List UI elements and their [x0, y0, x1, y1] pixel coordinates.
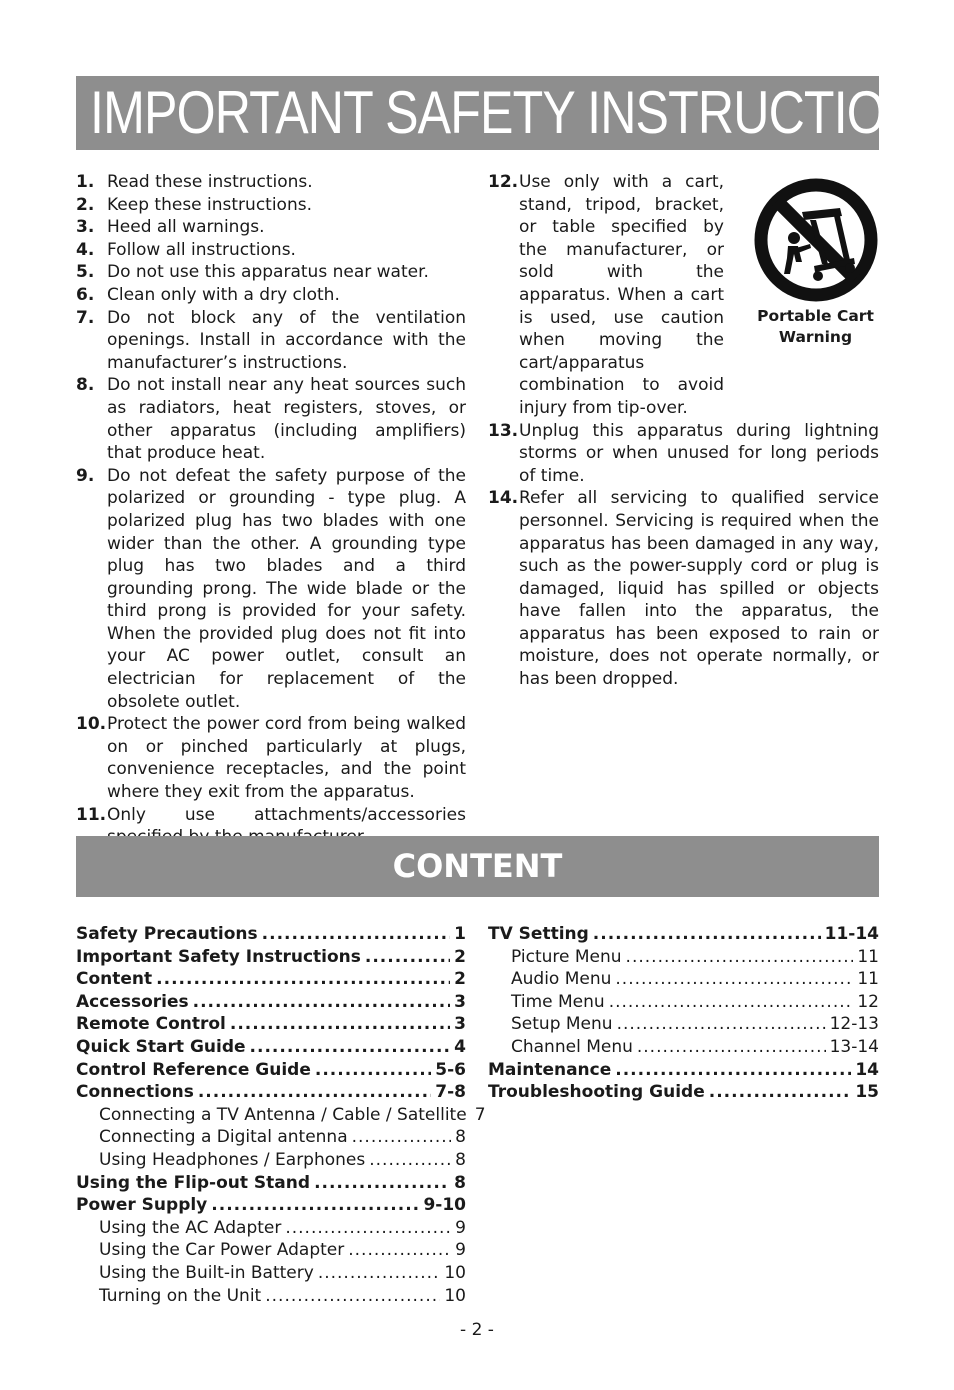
toc-label: Content	[76, 969, 153, 990]
toc-label: Using the AC Adapter	[99, 1217, 282, 1238]
safety-title-banner	[76, 76, 953, 150]
toc-leader	[593, 923, 821, 946]
toc-label: Audio Menu	[511, 969, 612, 990]
toc-leader	[198, 1081, 431, 1104]
toc-leader	[626, 946, 854, 969]
toc-label: Troubleshooting Guide	[488, 1082, 705, 1103]
safety-item	[76, 194, 466, 217]
toc-row[interactable]	[76, 1104, 486, 1127]
toc-leader	[250, 1036, 451, 1059]
safety-item	[76, 216, 466, 239]
toc-row[interactable]	[488, 1013, 879, 1036]
content-title: CONTENT	[392, 847, 563, 885]
item-number: 10.	[76, 714, 107, 735]
item-number: 13.	[488, 420, 519, 441]
toc-label: Important Safety Instructions	[76, 946, 361, 967]
toc-row[interactable]	[488, 1036, 879, 1059]
item-number: 6.	[76, 284, 95, 305]
toc-row[interactable]	[76, 1239, 466, 1262]
portable-cart-warning-icon	[754, 178, 878, 302]
toc-leader	[369, 1149, 451, 1172]
safety-item	[76, 713, 466, 803]
toc-leader	[348, 1239, 451, 1262]
toc-row[interactable]	[488, 946, 879, 969]
toc-label: Turning on the Unit	[99, 1285, 262, 1306]
item-number: 4.	[76, 239, 95, 260]
toc-leader	[609, 991, 854, 1014]
toc-row[interactable]	[76, 1149, 466, 1172]
toc-row[interactable]	[76, 991, 466, 1014]
toc-label: Remote Control	[76, 1014, 226, 1035]
cart-caption-line2: Warning	[778, 328, 853, 346]
toc-page: 7	[474, 1104, 486, 1125]
item-number: 8.	[76, 375, 95, 396]
toc-row[interactable]	[76, 1036, 466, 1059]
item-text: Do not defeat the safety purpose of the polarized or grounding - type plug. A polarized plug has two blades with one wider than the other. A grounding type plug has two blades and a third grounding prong. The wide blade or the third prong is provided for your safety. When the provided plug does not fit into your AC power outlet, consult an electrician for replacement of the obsolete outlet.	[107, 465, 466, 712]
safety-item	[76, 171, 466, 194]
toc-page: 11	[857, 946, 879, 967]
portable-cart-warning	[752, 178, 879, 348]
item-number: 7.	[76, 307, 95, 328]
toc-label: Time Menu	[511, 991, 605, 1012]
item-text: Do not use this apparatus near water.	[107, 262, 429, 283]
toc-label: Channel Menu	[511, 1036, 633, 1057]
cart-caption-line1: Portable Cart	[757, 307, 874, 325]
toc-page: 9-10	[423, 1195, 466, 1216]
cart-warning-caption	[752, 306, 879, 348]
toc-leader	[352, 1126, 452, 1149]
toc-page: 5-6	[435, 1059, 466, 1080]
toc-row[interactable]	[76, 923, 466, 946]
item-number: 11.	[76, 804, 107, 825]
toc-leader	[285, 1217, 451, 1240]
toc-page: 10	[444, 1285, 466, 1306]
item-number: 5.	[76, 262, 95, 283]
toc-leader	[709, 1081, 852, 1104]
toc-label: Connections	[76, 1082, 194, 1103]
safety-list-left	[76, 171, 466, 849]
toc-page: 11-14	[824, 924, 879, 944]
item-text: Only use attachments/accessories	[107, 804, 466, 825]
toc-page: 3	[454, 1014, 466, 1035]
item-number: 14.	[488, 488, 519, 509]
toc-row[interactable]	[76, 1126, 466, 1149]
page-number: - 2 -	[460, 1320, 494, 1340]
safety-item	[76, 374, 466, 464]
item-text: Protect the power cord from being walked on or pinched particularly at plugs, convenience receptacles, and the point where they exit from the apparatus.	[107, 714, 466, 803]
toc-leader	[262, 923, 451, 946]
toc-right	[488, 923, 879, 1104]
toc-label: Using the Car Power Adapter	[99, 1240, 345, 1261]
safety-title: IMPORTANT SAFETY INSTRUCTIONS	[90, 79, 953, 146]
toc-leader	[193, 991, 451, 1014]
toc-label: Using the Built-in Battery	[99, 1262, 314, 1283]
item-number: 12.	[488, 172, 519, 192]
toc-page: 3	[454, 991, 466, 1012]
toc-label: Control Reference Guide	[76, 1059, 311, 1080]
toc-page: 8	[454, 1172, 466, 1193]
toc-page: 8	[455, 1149, 466, 1170]
toc-leader	[156, 968, 450, 991]
toc-page: 7-8	[435, 1082, 466, 1103]
toc-page: 2	[454, 946, 466, 967]
toc-row[interactable]	[488, 968, 879, 991]
toc-label: Setup Menu	[511, 1014, 613, 1035]
content-title-banner	[76, 836, 879, 897]
toc-label: Connecting a TV Antenna / Cable / Satellite	[99, 1104, 467, 1125]
item-number: 9.	[76, 465, 95, 486]
toc-page: 14	[855, 1059, 879, 1080]
toc-leader	[365, 946, 450, 969]
toc-row[interactable]	[488, 1059, 879, 1082]
toc-page: 1	[454, 924, 466, 944]
toc-row[interactable]	[76, 1081, 466, 1104]
toc-label: Power Supply	[76, 1195, 208, 1216]
toc-row[interactable]	[76, 1194, 466, 1217]
safety-item	[76, 239, 466, 262]
toc-label: Quick Start Guide	[76, 1036, 246, 1057]
item-text: Heed all warnings.	[107, 217, 265, 238]
toc-leader	[637, 1036, 826, 1059]
toc-page: 12-13	[829, 1014, 879, 1035]
item-number: 3.	[76, 217, 95, 238]
toc-label: Connecting a Digital antenna	[99, 1127, 348, 1148]
toc-label: Maintenance	[488, 1059, 612, 1080]
item-text: Do not block any of the ventilation openings. Install in accordance with the manufacturer’s instructions.	[107, 307, 466, 373]
safety-item	[76, 261, 466, 284]
toc-page: 4	[454, 1036, 466, 1057]
toc-row[interactable]	[488, 1081, 879, 1104]
toc-leader	[265, 1285, 440, 1308]
item-text: Keep these instructions.	[107, 194, 312, 215]
toc-row[interactable]	[76, 1172, 466, 1195]
toc-row[interactable]	[76, 1059, 466, 1082]
toc-leader	[314, 1172, 450, 1195]
toc-page: 10	[444, 1262, 466, 1283]
toc-leader	[230, 1013, 450, 1036]
toc-row[interactable]	[488, 923, 879, 946]
toc-left	[76, 923, 486, 1307]
toc-row[interactable]	[76, 946, 466, 969]
item-text: Refer all servicing to qualified service personnel. Servicing is required when the apparatus has been damaged in any way, such as the power-supply cord or plug is damaged, liquid has spilled or objects have fallen into the apparatus, the apparatus has been exposed to rain or moisture, does not operate normally, or has been dropped.	[519, 488, 879, 690]
toc-page: 15	[855, 1082, 879, 1103]
item-text: Unplug this apparatus during lightning storms or when unused for long periods of time.	[519, 420, 879, 486]
toc-page: 9	[455, 1240, 466, 1261]
toc-page: 8	[455, 1127, 466, 1148]
toc-label: Using the Flip-out Stand	[76, 1172, 311, 1193]
item-number: 2.	[76, 194, 95, 215]
safety-item	[76, 465, 466, 714]
toc-leader	[318, 1262, 441, 1285]
safety-item	[488, 487, 879, 690]
toc-leader	[617, 1013, 826, 1036]
safety-item	[488, 420, 879, 488]
safety-item	[76, 284, 466, 307]
item-number: 1.	[76, 172, 95, 192]
toc-page: 11	[857, 969, 879, 990]
toc-label: Safety Precautions	[76, 924, 258, 944]
safety-item	[76, 307, 466, 375]
toc-row[interactable]	[76, 1013, 466, 1036]
item-text: Do not install near any heat sources such as radiators, heat registers, stoves, or other apparatus (including amplifiers) that produce heat.	[107, 375, 466, 464]
toc-page: 9	[455, 1217, 466, 1238]
toc-leader	[615, 968, 853, 991]
toc-page: 2	[454, 969, 466, 990]
item-text: Follow all instructions.	[107, 239, 296, 260]
toc-row[interactable]	[76, 1285, 466, 1308]
toc-row[interactable]	[76, 968, 466, 991]
toc-row[interactable]	[76, 1262, 466, 1285]
item-text: Use only with a cart, stand, tripod, bracket, or table specified by the manufacturer, or sold with the apparatus. When a cart is used, use caution when moving the cart/apparatus combination to avoid injury from tip-over.	[519, 172, 724, 418]
toc-label: Using Headphones / Earphones	[99, 1149, 366, 1170]
toc-label: Accessories	[76, 991, 189, 1012]
toc-page: 12	[857, 991, 879, 1012]
item-text: Read these instructions.	[107, 172, 313, 192]
toc-leader	[315, 1059, 431, 1082]
toc-row[interactable]	[76, 1217, 466, 1240]
toc-leader	[615, 1059, 851, 1082]
toc-page: 13-14	[829, 1036, 879, 1057]
toc-label: Picture Menu	[511, 946, 622, 967]
toc-row[interactable]	[488, 991, 879, 1014]
toc-label: TV Setting	[488, 924, 589, 944]
item-text: Clean only with a dry cloth.	[107, 284, 340, 305]
toc-leader	[211, 1194, 419, 1217]
safety-item	[488, 171, 724, 420]
